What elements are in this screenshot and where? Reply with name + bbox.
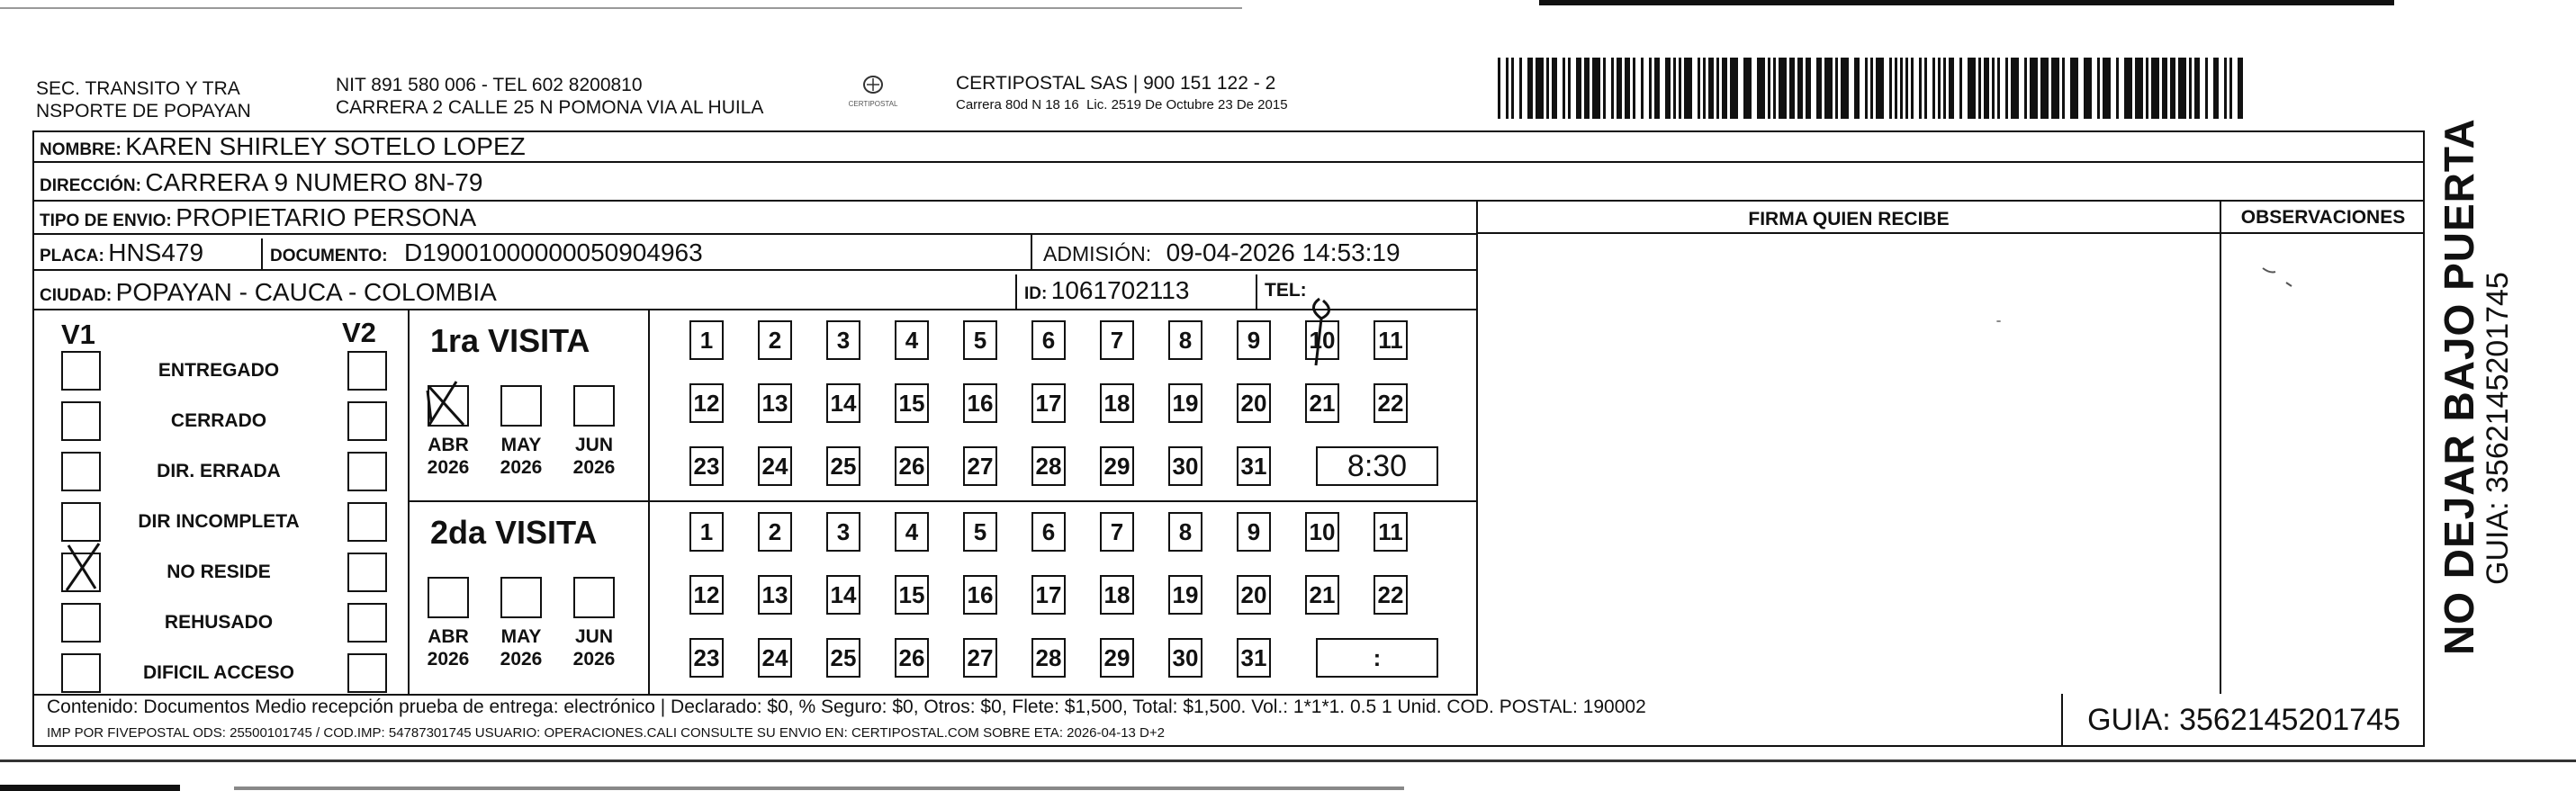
day-label: 12 — [693, 389, 720, 417]
day-label: 13 — [761, 580, 788, 608]
barcode-bar — [1730, 58, 1738, 119]
day-label: 26 — [898, 643, 925, 671]
barcode-bar — [1984, 58, 1989, 119]
side-warning: NO DEJAR BAJO PUERTA — [2436, 118, 2482, 655]
day-label: 5 — [973, 517, 987, 545]
barcode-bar — [2030, 58, 2038, 119]
day-label: 28 — [1035, 452, 1062, 480]
barcode-bar — [1919, 58, 1922, 119]
recipient-name: KAREN SHIRLEY SOTELO LOPEZ — [125, 132, 526, 160]
day-label: 4 — [905, 326, 919, 354]
barcode-bar — [1617, 58, 1622, 119]
v2-checkbox[interactable] — [347, 502, 387, 542]
barcode-bar — [1679, 58, 1681, 119]
barcode-bar — [1938, 58, 1941, 119]
month-checkbox[interactable] — [428, 385, 469, 427]
barcode-bar — [1959, 58, 1962, 119]
svg-text:CERTIPOSTAL: CERTIPOSTAL — [848, 100, 898, 108]
barcode-bar — [1789, 58, 1795, 119]
month-checkbox[interactable] — [573, 577, 615, 618]
bottom-rule-mid — [234, 787, 1404, 790]
plate-row: PLACA: HNS479 — [32, 235, 1478, 271]
day-checkbox[interactable] — [1305, 512, 1339, 552]
day-label: 17 — [1035, 580, 1062, 608]
month-checkbox[interactable] — [573, 385, 615, 427]
barcode-bar — [1506, 58, 1509, 119]
day-checkbox[interactable] — [1031, 512, 1066, 552]
status-option-label: DIFICIL ACCESO — [142, 662, 294, 683]
day-checkbox[interactable] — [895, 512, 929, 552]
day-label: 1 — [699, 517, 714, 545]
v2-checkbox[interactable] — [347, 351, 387, 391]
barcode-bar — [2162, 58, 2167, 119]
plate-value: HNS479 — [108, 238, 204, 266]
day-label: 16 — [967, 580, 994, 608]
month-label: ABR 2026 — [427, 626, 470, 670]
bottom-rule-left — [0, 785, 180, 791]
day-label: 27 — [967, 452, 994, 480]
day-label: 31 — [1240, 452, 1267, 480]
v2-checkbox[interactable] — [347, 452, 387, 491]
day-label: 6 — [1041, 517, 1056, 545]
v1-checkbox[interactable] — [61, 401, 101, 441]
day-checkbox[interactable] — [689, 512, 724, 552]
barcode-bar — [1633, 58, 1635, 119]
barcode — [1494, 58, 2247, 119]
v1-checkbox[interactable] — [61, 502, 101, 542]
day-label: 9 — [1247, 517, 1261, 545]
day-checkbox[interactable] — [963, 512, 997, 552]
day-label: 10 — [1309, 326, 1336, 354]
day-label: 21 — [1309, 389, 1336, 417]
barcode-bar — [2151, 58, 2159, 119]
barcode-bar — [1519, 58, 1522, 119]
day-checkbox[interactable] — [826, 575, 860, 615]
day-checkbox[interactable] — [963, 383, 997, 423]
day-label: 29 — [1103, 643, 1130, 671]
bottom-rule — [0, 760, 2576, 762]
day-checkbox[interactable] — [1100, 320, 1134, 360]
barcode-bar — [1911, 58, 1914, 119]
barcode-bar — [1722, 58, 1727, 119]
day-label: 14 — [830, 389, 857, 417]
barcode-bar — [1806, 58, 1811, 119]
id-cell: ID: 1061702113 — [1015, 274, 1189, 310]
day-label: 10 — [1309, 517, 1336, 545]
day-label: 29 — [1103, 452, 1130, 480]
day-checkbox[interactable] — [826, 638, 860, 678]
day-checkbox[interactable] — [826, 383, 860, 423]
barcode-bar — [2205, 58, 2208, 119]
day-label: 18 — [1103, 580, 1130, 608]
barcode-bar — [1611, 58, 1614, 119]
signature-pen-mark: ˉ — [1996, 319, 2002, 334]
barcode-bar — [1968, 58, 1976, 119]
barcode-bar — [1949, 58, 1954, 119]
day-checkbox[interactable] — [1237, 638, 1271, 678]
day-checkbox[interactable] — [1374, 575, 1408, 615]
day-label: 12 — [693, 580, 720, 608]
city-value: POPAYAN - CAUCA - COLOMBIA — [115, 278, 497, 306]
courier-name: CERTIPOSTAL SAS | 900 151 122 - 2 — [956, 73, 1276, 94]
barcode-bar — [1978, 58, 1981, 119]
day-label: 18 — [1103, 389, 1130, 417]
barcode-bar — [2084, 58, 2092, 119]
barcode-bar — [1576, 58, 1581, 119]
day-checkbox[interactable] — [1305, 383, 1339, 423]
barcode-bar — [1865, 58, 1868, 119]
barcode-bar — [2124, 58, 2132, 119]
barcode-bar — [1889, 58, 1892, 119]
day-label: 8 — [1178, 517, 1193, 545]
day-label: 3 — [836, 517, 851, 545]
barcode-bar — [1743, 58, 1752, 119]
day-checkbox[interactable] — [758, 575, 792, 615]
signature-header: FIRMA QUIEN RECIBE — [1748, 209, 1950, 229]
day-label: 16 — [967, 389, 994, 417]
day-label: 28 — [1035, 643, 1062, 671]
barcode-bar — [1703, 58, 1706, 119]
day-checkbox[interactable] — [963, 575, 997, 615]
day-label: 30 — [1172, 452, 1199, 480]
day-label: 20 — [1240, 580, 1267, 608]
day-checkbox[interactable] — [689, 575, 724, 615]
month-checkbox[interactable] — [428, 577, 469, 618]
barcode-bar — [1768, 58, 1770, 119]
barcode-bar — [2224, 58, 2227, 119]
barcode-bar — [1527, 58, 1533, 119]
barcode-bar — [2135, 58, 2143, 119]
barcode-bar — [1932, 58, 1935, 119]
barcode-bar — [1698, 58, 1700, 119]
admission-cell: ADMISIÓN: 09-04-2026 14:53:19 — [1031, 235, 1401, 271]
day-checkbox[interactable] — [1237, 446, 1271, 486]
day-checkbox[interactable] — [1237, 383, 1271, 423]
day-label: 21 — [1309, 580, 1336, 608]
status-option-label: REHUSADO — [164, 612, 274, 633]
day-label: 27 — [967, 643, 994, 671]
barcode-bar — [1641, 58, 1644, 119]
day-label: 31 — [1240, 643, 1267, 671]
day-checkbox[interactable] — [758, 320, 792, 360]
barcode-bar — [2051, 58, 2059, 119]
footer-imp: IMP POR FIVEPOSTAL ODS: 25500101745 / COD.IMP: 54787301745 USUARIO: OPERACIONES.CALI CONSULTE SU ENVIO EN: CERTIPOSTAL.COM SOBRE ETA: 2026-04-13 D+2 — [47, 725, 1165, 741]
day-label: 1 — [699, 326, 714, 354]
visits-divider-left — [408, 310, 410, 694]
barcode-bar — [1546, 58, 1549, 119]
day-label: 17 — [1035, 389, 1062, 417]
day-checkbox[interactable] — [963, 638, 997, 678]
barcode-bar — [1992, 58, 1995, 119]
day-label: 9 — [1247, 326, 1261, 354]
barcode-bar — [1649, 58, 1652, 119]
visit-time-field[interactable]: 8:30 — [1316, 446, 1438, 486]
admission-datetime: 09-04-2026 14:53:19 — [1166, 238, 1401, 266]
barcode-bar — [1665, 58, 1671, 119]
day-label: 5 — [973, 326, 987, 354]
v1-header: V1 — [61, 319, 95, 350]
barcode-bar — [1511, 58, 1514, 119]
day-checkbox[interactable] — [1031, 383, 1066, 423]
day-checkbox[interactable] — [1237, 575, 1271, 615]
day-checkbox[interactable] — [1305, 575, 1339, 615]
barcode-bar — [1924, 58, 1927, 119]
day-checkbox[interactable] — [758, 512, 792, 552]
issuer-nit-address: NIT 891 580 006 - TEL 602 8200810 CARRERA 2 CALLE 25 N POMONA VIA AL HUILA — [336, 75, 764, 118]
barcode-bar — [1592, 58, 1600, 119]
document-value: D19001000000050904963 — [404, 238, 703, 266]
barcode-bar — [1870, 58, 1873, 119]
status-option-label: NO RESIDE — [167, 562, 271, 582]
observations-pen-mark — [2259, 261, 2313, 301]
city-row: CIUDAD: POPAYAN - CAUCA - COLOMBIA — [32, 271, 1478, 310]
day-checkbox[interactable] — [1374, 383, 1408, 423]
barcode-bar — [1997, 58, 2000, 119]
day-label: 19 — [1172, 580, 1199, 608]
month-checkbox[interactable] — [500, 577, 542, 618]
day-checkbox[interactable] — [1168, 512, 1202, 552]
barcode-bar — [1900, 58, 1903, 119]
day-label: 8 — [1178, 326, 1193, 354]
barcode-bar — [1584, 58, 1590, 119]
barcode-bar — [2097, 58, 2100, 119]
type-row: TIPO DE ENVIO: PROPIETARIO PERSONA — [32, 202, 1478, 235]
barcode-bar — [1779, 58, 1787, 119]
day-checkbox[interactable] — [689, 320, 724, 360]
day-checkbox[interactable] — [1168, 638, 1202, 678]
barcode-bar — [1895, 58, 1897, 119]
barcode-bar — [2116, 58, 2119, 119]
barcode-bar — [1905, 58, 1908, 119]
day-label: 2 — [768, 326, 782, 354]
barcode-bar — [2189, 58, 2192, 119]
footer-content: Contenido: Documentos Medio recepción prueba de entrega: electrónico | Declarado: $0, % Seguro: $0, Otros: $0, Flete: $1,500, Total: $1,500. Vol.: 1*1*1. 0.5 1 Unid. COD. POSTAL: 190002 — [47, 697, 1646, 717]
day-checkbox[interactable] — [1100, 512, 1134, 552]
day-label: 25 — [830, 452, 857, 480]
day-checkbox[interactable] — [1031, 320, 1066, 360]
day-label: 15 — [898, 580, 925, 608]
day-checkbox[interactable] — [1168, 320, 1202, 360]
barcode-bar — [1943, 58, 1946, 119]
certipostal-logo — [842, 70, 905, 112]
day-label: 26 — [898, 452, 925, 480]
barcode-bar — [2213, 58, 2219, 119]
day-checkbox[interactable] — [895, 446, 929, 486]
barcode-bar — [1568, 58, 1571, 119]
barcode-bar — [1835, 58, 1838, 119]
courier-license: Carrera 80d N 18 16 Lic. 2519 De Octubre 23 De 2015 — [956, 97, 1288, 112]
issuer-name: SEC. TRANSITO Y TRA NSPORTE DE POPAYAN — [36, 78, 251, 121]
barcode-bar — [2062, 58, 2065, 119]
v1-checkbox[interactable] — [61, 553, 101, 592]
day-checkbox[interactable] — [1100, 638, 1134, 678]
id-value: 1061702113 — [1050, 276, 1190, 304]
v2-checkbox[interactable] — [347, 653, 387, 693]
day-checkbox[interactable] — [1100, 575, 1134, 615]
barcode-bar — [2024, 58, 2027, 119]
barcode-bar — [2146, 58, 2148, 119]
barcode-bar — [1498, 58, 1500, 119]
day-label: 13 — [761, 389, 788, 417]
day-label: 20 — [1240, 389, 1267, 417]
day-checkbox[interactable] — [689, 446, 724, 486]
day-checkbox[interactable] — [758, 446, 792, 486]
day-label: 24 — [761, 643, 788, 671]
v1-checkbox[interactable] — [61, 351, 101, 391]
month-label: MAY 2026 — [500, 435, 543, 478]
barcode-bar — [1708, 58, 1714, 119]
barcode-bar — [1773, 58, 1776, 119]
top-rule-left — [0, 7, 1242, 9]
day-label: 25 — [830, 643, 857, 671]
barcode-bar — [1536, 58, 1544, 119]
day-label: 3 — [836, 326, 851, 354]
footer-guia-cell — [2061, 694, 2425, 747]
barcode-bar — [1876, 58, 1884, 119]
day-checkbox[interactable] — [1237, 320, 1271, 360]
tel-cell: TEL: — [1256, 274, 1307, 310]
v1-checkbox[interactable] — [61, 603, 101, 643]
barcode-bar — [1797, 58, 1803, 119]
day-label: 4 — [905, 517, 919, 545]
day-label: 22 — [1377, 389, 1404, 417]
day-label: 11 — [1378, 326, 1403, 354]
barcode-bar — [2229, 58, 2232, 119]
v2-checkbox[interactable] — [347, 401, 387, 441]
day-check-mark — [1300, 295, 1354, 367]
day-checkbox[interactable] — [1168, 575, 1202, 615]
status-option-label: ENTREGADO — [158, 360, 280, 381]
visit-title: 2da VISITA — [430, 514, 598, 551]
day-checkbox[interactable] — [826, 446, 860, 486]
day-label: 7 — [1110, 326, 1124, 354]
day-checkbox[interactable] — [895, 575, 929, 615]
barcode-bar — [1625, 58, 1630, 119]
day-checkbox[interactable] — [758, 383, 792, 423]
day-checkbox[interactable] — [895, 638, 929, 678]
day-checkbox[interactable] — [895, 383, 929, 423]
v1-checkbox[interactable] — [61, 653, 101, 693]
barcode-bar — [1563, 58, 1565, 119]
month-label: MAY 2026 — [500, 626, 543, 670]
day-checkbox[interactable] — [1374, 320, 1408, 360]
barcode-bar — [1654, 58, 1660, 119]
day-checkbox[interactable] — [963, 320, 997, 360]
visits-divider-h — [408, 500, 1478, 502]
barcode-bar — [2103, 58, 2111, 119]
day-checkbox[interactable] — [1168, 383, 1202, 423]
day-checkbox[interactable] — [689, 638, 724, 678]
barcode-bar — [1816, 58, 1822, 119]
day-label: 23 — [693, 452, 720, 480]
status-option-label: DIR INCOMPLETA — [138, 511, 300, 532]
month-label: JUN 2026 — [572, 435, 616, 478]
day-checkbox[interactable] — [1100, 446, 1134, 486]
visits-divider-mid — [648, 310, 650, 694]
right-header-rule — [1476, 232, 2425, 234]
day-checkbox[interactable] — [1305, 320, 1339, 360]
day-label: 19 — [1172, 389, 1199, 417]
barcode-bar — [2170, 58, 2175, 119]
v1-checkbox[interactable] — [61, 452, 101, 491]
day-checkbox[interactable] — [1031, 446, 1066, 486]
observations-header: OBSERVACIONES — [2240, 207, 2406, 228]
barcode-bar — [2040, 58, 2049, 119]
day-checkbox[interactable] — [1374, 512, 1408, 552]
day-checkbox[interactable] — [826, 512, 860, 552]
status-option-label: CERRADO — [170, 410, 267, 431]
day-checkbox[interactable] — [1237, 512, 1271, 552]
day-checkbox[interactable] — [758, 638, 792, 678]
day-label: 7 — [1110, 517, 1124, 545]
status-option-label: DIR. ERRADA — [157, 461, 281, 481]
shipment-type: PROPIETARIO PERSONA — [176, 203, 477, 231]
footer-guia: GUIA: 3562145201745 — [2087, 703, 2400, 737]
day-checkbox[interactable] — [689, 383, 724, 423]
barcode-bar — [1603, 58, 1606, 119]
recipient-address: CARRERA 9 NUMERO 8N-79 — [145, 168, 483, 196]
month-label: ABR 2026 — [427, 435, 470, 478]
barcode-bar — [2070, 58, 2078, 119]
day-label: 30 — [1172, 643, 1199, 671]
day-label: 6 — [1041, 326, 1056, 354]
day-checkbox[interactable] — [895, 320, 929, 360]
day-label: 24 — [761, 452, 788, 480]
day-label: 11 — [1378, 517, 1403, 545]
barcode-bar — [2194, 58, 2200, 119]
v2-checkbox[interactable] — [347, 553, 387, 592]
day-checkbox[interactable] — [826, 320, 860, 360]
day-checkbox[interactable] — [1168, 446, 1202, 486]
top-rule-right — [1539, 0, 2394, 5]
barcode-bar — [1716, 58, 1719, 119]
v2-header: V2 — [342, 317, 376, 348]
day-checkbox[interactable] — [963, 446, 997, 486]
v2-checkbox[interactable] — [347, 603, 387, 643]
doc-cell: DOCUMENTO: D19001000000050904963 — [261, 238, 703, 271]
barcode-bar — [1854, 58, 1860, 119]
barcode-bar — [2011, 58, 2019, 119]
day-label: 15 — [898, 389, 925, 417]
day-checkbox[interactable] — [1100, 383, 1134, 423]
barcode-bar — [1552, 58, 1557, 119]
barcode-bar — [1757, 58, 1765, 119]
barcode-bar — [1841, 58, 1849, 119]
address-row: DIRECCIÓN: CARRERA 9 NUMERO 8N-79 — [32, 163, 2425, 202]
day-label: 14 — [830, 580, 857, 608]
barcode-bar — [1684, 58, 1692, 119]
month-checkbox[interactable] — [500, 385, 542, 427]
signature-column — [1476, 202, 2221, 694]
barcode-bar — [1673, 58, 1676, 119]
barcode-bar — [2005, 58, 2008, 119]
day-label: 23 — [693, 643, 720, 671]
visit-time-field[interactable]: : — [1316, 638, 1438, 678]
name-row: NOMBRE: KAREN SHIRLEY SOTELO LOPEZ — [32, 132, 2425, 163]
day-checkbox[interactable] — [1031, 575, 1066, 615]
day-checkbox[interactable] — [1031, 638, 1066, 678]
barcode-bar — [2178, 58, 2186, 119]
month-label: JUN 2026 — [572, 626, 616, 670]
day-label: 22 — [1377, 580, 1404, 608]
barcode-bar — [1824, 58, 1833, 119]
barcode-bar — [2238, 58, 2243, 119]
visit-title: 1ra VISITA — [430, 322, 590, 359]
side-guia: GUIA: 3562145201745 — [2481, 272, 2515, 585]
day-label: 2 — [768, 517, 782, 545]
